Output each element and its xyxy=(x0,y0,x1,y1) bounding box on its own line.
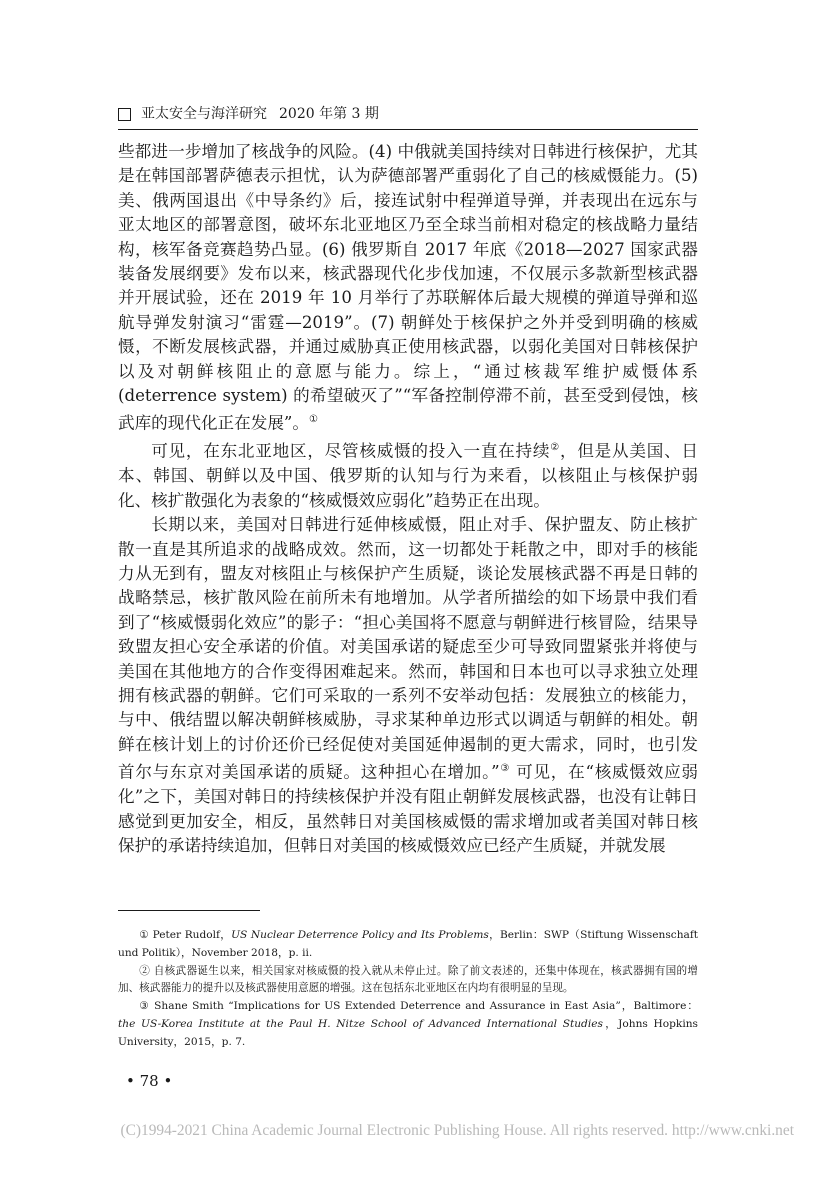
copyright-watermark: (C)1994-2021 China Academic Journal Electronic Publishing House. All rights reserved. http://www.cnki.net xyxy=(120,1122,794,1139)
issue-label: 2020 年第 3 期 xyxy=(279,106,379,122)
footnotes xyxy=(118,927,698,1052)
footnote-ref-1: ① xyxy=(309,414,318,426)
article-body xyxy=(118,140,698,858)
running-header xyxy=(118,104,698,124)
paragraph-1: 些都进一步增加了核战争的风险。(4) 中俄就美国持续对日韩进行核保护，尤其是在韩国部署萨德表示担忧，认为萨德部署严重弱化了自己的核威慑能力。(5) 美、俄两国退出《中导条约》后，接连试射中程弹道导弹，并表现出在远东与亚太地区的部署意图，破坏东北亚地区乃至全球当前相对稳定的核战略力量结构，核军备竞赛趋势凸显。(6) 俄罗斯自 2017 年底《2018—2027 国家武器装备发展纲要》发布以来，核武器现代化步伐加速，不仅展示多款新型核武器并开展试验，还在 2019 年 10 月举行了苏联解体后最大规模的弹道导弹和巡航导弹发射演习“雷霆—2019”。(7) 朝鲜处于核保护之外并受到明确的核威慑，不断发展核武器，并通过威胁真正使用核武器，以弱化美国对日韩核保护以及对朝鲜核阻止的意愿与能力。综上，“通过核裁军维护威慑体系 (deterrence system) 的希望破灭了”“军备控制停滞不前，甚至受到侵蚀，核武库的现代化正在发展”。① xyxy=(118,142,698,433)
square-icon xyxy=(118,108,131,121)
footnote-2: ② 自核武器诞生以来，相关国家对核威慑的投入就从未停止过。除了前文表述的，还集中体现在，核武器拥有国的增加、核武器能力的提升以及核武器使用意愿的增强。这在包括东北亚地区在内均有很明显的呈现。 xyxy=(118,964,699,995)
journal-title: 亚太安全与海洋研究 xyxy=(141,106,267,122)
paragraph-2: 可见，在东北亚地区，尽管核威慑的投入一直在持续②，但是从美国、日本、韩国、朝鲜以及中国、俄罗斯的认知与行为来看，以核阻止与核保护弱化、核扩散强化为表象的“核威慑效应弱化”趋势正在出现。 xyxy=(118,441,699,510)
paragraph-3: 长期以来，美国对日韩进行延伸核威慑，阻止对手、保护盟友、防止核扩散一直是其所追求的战略成效。然而，这一切都处于耗散之中，即对手的核能力从无到有，盟友对核阻止与核保护产生质疑，谈论发展核武器不再是日韩的战略禁忌，核扩散风险在前所未有地增加。从学者所描绘的如下场景中我们看到了“核威慑弱化效应”的影子：“担心美国将不愿意与朝鲜进行核冒险，结果导致盟友担心安全承诺的价值。对美国承诺的疑虑至少可导致同盟紧张并将使与美国在其他地方的合作变得困难起来。然而，韩国和日本也可以寻求独立处理拥有核武器的朝鲜。它们可采取的一系列不安举动包括：发展独立的核能力，与中、俄结盟以解决朝鲜核威胁，寻求某种单边形式以调适与朝鲜的相处。朝鲜在核计划上的讨价还价已经促使对美国延伸遏制的更大需求，同时，也引发首尔与东京对美国承诺的质疑。这种担心在增加。”③ 可见，在“核威慑效应弱化”之下，美国对韩日的持续核保护并没有阻止朝鲜发展核武器，也没有让韩日感觉到更加安全，相反，虽然韩日对美国核威慑的需求增加或者美国对韩日核保护的承诺持续追加，但韩日对美国的核威慑效应已经产生质疑，并就发展 xyxy=(118,515,699,855)
footnote-ref-3: ③ xyxy=(499,763,511,775)
header-rule xyxy=(118,129,698,130)
page-number: • 78 • xyxy=(126,1072,173,1090)
footnote-ref-2: ② xyxy=(550,442,560,454)
footnote-3: ③ Shane Smith “Implications for US Extended Deterrence and Assurance in East Asia”，Baltimore：the US-Korea Institute at the Paul H. Nitze School of Advanced International Studies，Johns Hopkins University，2015，p. 7. xyxy=(118,1000,698,1048)
footnote-rule xyxy=(118,910,260,911)
footnote-1: ① Peter Rudolf，US Nuclear Deterrence Policy and Its Problems，Berlin：SWP（Stiftung Wissenschaft und Politik），November 2018，p. ii. xyxy=(118,929,699,959)
